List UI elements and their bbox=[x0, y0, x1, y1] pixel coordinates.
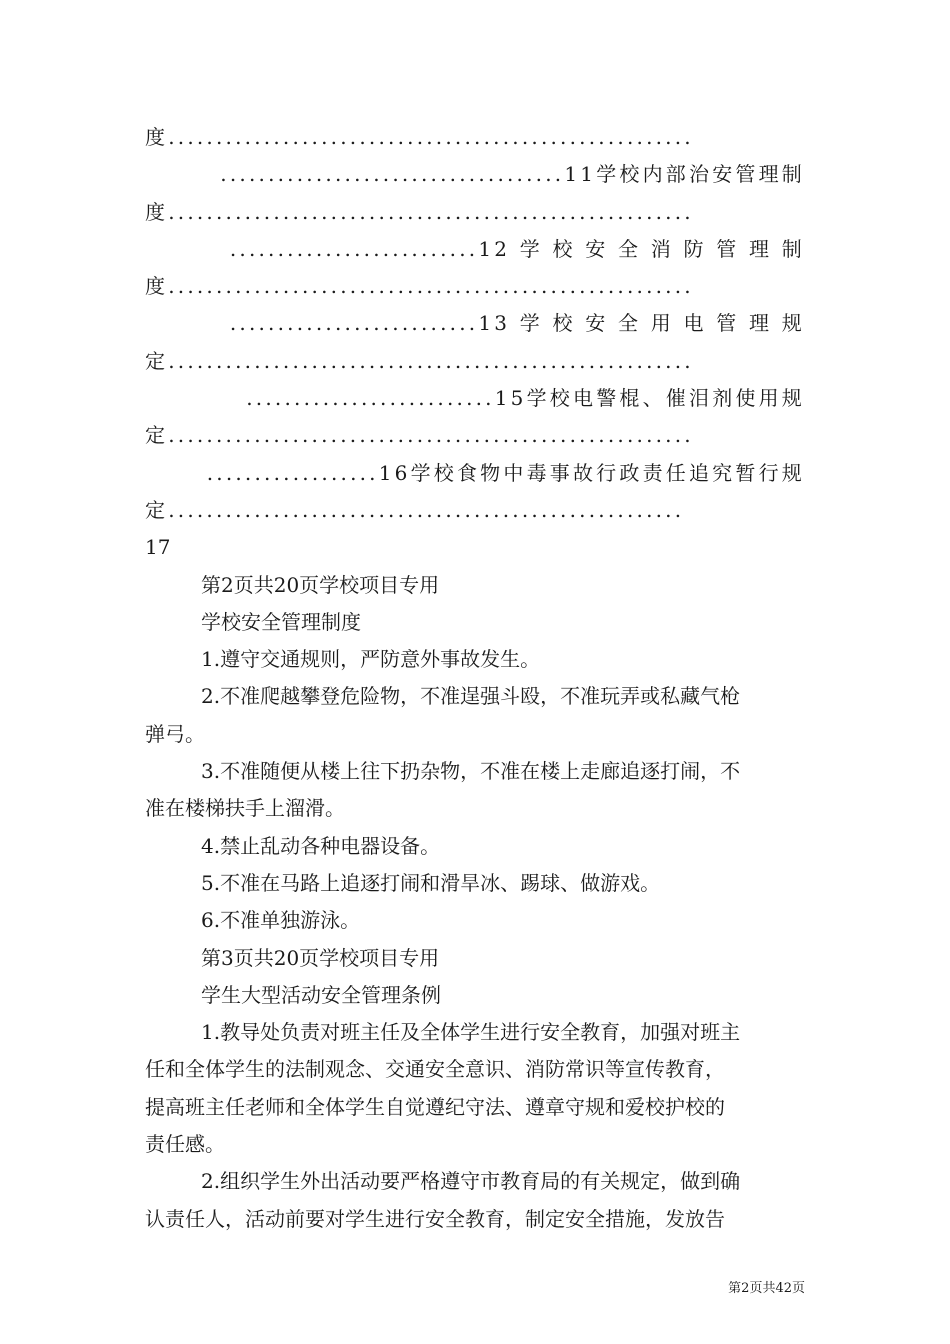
page-marker: 第2页共20页学校项目专用 bbox=[201, 572, 440, 597]
rule-item: 3.不准随便从楼上往下扔杂物，不准在楼上走廊追逐打闹，不 bbox=[201, 759, 741, 784]
rule-item-continued: 提高班主任老师和全体学生自觉遵纪守法、遵章守规和爱校护校的 bbox=[145, 1094, 725, 1119]
rule-item: 4.禁止乱动各种电器设备。 bbox=[201, 833, 441, 858]
rule-item-continued: 弹弓。 bbox=[145, 721, 205, 746]
toc-line: ..........................13 学 校 安 全 用 电 管 理 规 bbox=[229, 311, 805, 336]
toc-line: 定....................................................... bbox=[145, 348, 694, 373]
rule-item: 5.不准在马路上追逐打闹和滑旱冰、踢球、做游戏。 bbox=[201, 870, 661, 895]
rule-item-continued: 责任感。 bbox=[145, 1132, 225, 1157]
rule-item: 2.不准爬越攀登危险物，不准逞强斗殴，不准玩弄或私藏气枪 bbox=[201, 684, 741, 709]
rule-item: 1.遵守交通规则，严防意外事故发生。 bbox=[201, 647, 541, 672]
toc-line: 度....................................................... bbox=[145, 125, 694, 149]
rule-item-continued: 认责任人，活动前要对学生进行安全教育，制定安全措施，发放告 bbox=[145, 1206, 725, 1231]
rule-item-continued: 准在楼梯扶手上溜滑。 bbox=[145, 796, 345, 821]
rule-item: 6.不准单独游泳。 bbox=[201, 908, 361, 933]
toc-line: ....................................11学校内部治安管理制 bbox=[220, 162, 805, 187]
toc-line: 17 bbox=[145, 535, 171, 560]
toc-line: 定....................................................... bbox=[145, 423, 694, 448]
toc-line: ..........................15学校电警棍、催泪剂使用规 bbox=[246, 386, 805, 411]
section-title: 学生大型活动安全管理条例 bbox=[201, 982, 441, 1007]
rule-item: 1.教导处负责对班主任及全体学生进行安全教育，加强对班主 bbox=[201, 1020, 741, 1045]
toc-line: 定...................................................... bbox=[145, 497, 685, 522]
document-page bbox=[145, 119, 805, 1238]
toc-line: 度....................................................... bbox=[145, 199, 694, 224]
rule-item-continued: 任和全体学生的法制观念、交通安全意识、消防常识等宣传教育， bbox=[145, 1057, 725, 1082]
page-marker: 第3页共20页学校项目专用 bbox=[201, 945, 440, 970]
toc-line: 度....................................................... bbox=[145, 274, 694, 299]
toc-line: ..................16学校食物中毒事故行政责任追究暂行规 bbox=[206, 460, 805, 485]
section-title: 学校安全管理制度 bbox=[201, 609, 361, 634]
page-footer: 第2页共42页 bbox=[728, 1281, 805, 1296]
rule-item: 2.组织学生外出活动要严格遵守市教育局的有关规定，做到确 bbox=[201, 1169, 741, 1194]
toc-line: ..........................12 学 校 安 全 消 防 管 理 制 bbox=[229, 236, 805, 261]
